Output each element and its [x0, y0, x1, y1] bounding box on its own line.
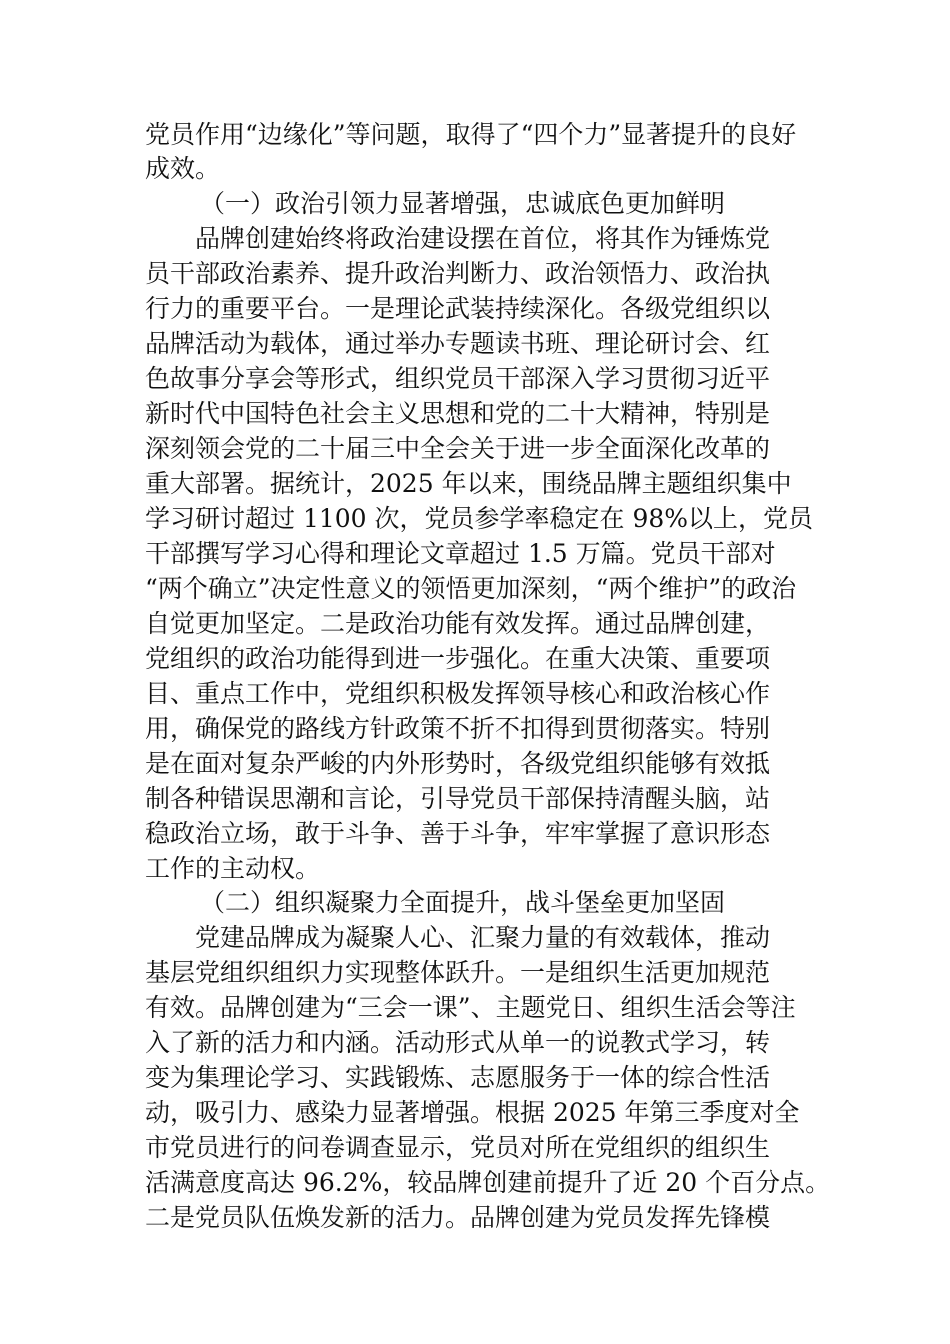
body-text-line: 新时代中国特色社会主义思想和党的二十大精神，特别是: [145, 399, 771, 428]
body-text-line: 员干部政治素养、提升政治判断力、政治领悟力、政治执: [145, 259, 771, 288]
body-text-line: 入了新的活力和内涵。活动形式从单一的说教式学习，转: [145, 1028, 771, 1057]
body-text-line: 干部撰写学习心得和理论文章超过 1.5 万篇。党员干部对: [145, 539, 776, 568]
body-text-line: 行力的重要平台。一是理论武装持续深化。各级党组织以: [145, 294, 771, 323]
body-text-line: 党组织的政治功能得到进一步强化。在重大决策、重要项: [145, 644, 771, 673]
body-text-line: 是在面对复杂严峻的内外形势时，各级党组织能够有效抵: [145, 749, 771, 778]
body-text-line: 二是党员队伍焕发新的活力。品牌创建为党员发挥先锋模: [145, 1203, 771, 1232]
body-text-line: 重大部署。据统计，2025 年以来，围绕品牌主题组织集中: [145, 469, 792, 498]
body-text-line: “两个确立”决定性意义的领悟更加深刻，“两个维护”的政治: [145, 574, 797, 603]
section-heading: （二）组织凝聚力全面提升，战斗堡垒更加坚固: [200, 888, 726, 917]
body-text-line: 学习研讨超过 1100 次，党员参学率稳定在 98%以上，党员: [145, 504, 814, 533]
body-text-line: 基层党组织组织力实现整体跃升。一是组织生活更加规范: [145, 958, 771, 987]
body-text-line: 党员作用“边缘化”等问题，取得了“四个力”显著提升的良好: [145, 120, 797, 149]
body-text-line: 深刻领会党的二十届三中全会关于进一步全面深化改革的: [145, 434, 771, 463]
body-text-line: 工作的主动权。: [145, 854, 321, 883]
body-text-line: 变为集理论学习、实践锻炼、志愿服务于一体的综合性活: [145, 1063, 771, 1092]
body-text-line: 市党员进行的问卷调查显示，党员对所在党组织的组织生: [145, 1133, 771, 1162]
body-text-line: 色故事分享会等形式，组织党员干部深入学习贯彻习近平: [145, 364, 771, 393]
paragraph-first-line: 党建品牌成为凝聚人心、汇聚力量的有效载体，推动: [195, 923, 771, 952]
body-text-line: 动，吸引力、感染力显著增强。根据 2025 年第三季度对全: [145, 1098, 800, 1127]
body-text-line: 用，确保党的路线方针政策不折不扣得到贯彻落实。特别: [145, 714, 771, 743]
body-text-line: 制各种错误思潮和言论，引导党员干部保持清醒头脑，站: [145, 784, 771, 813]
section-heading: （一）政治引领力显著增强，忠诚底色更加鲜明: [200, 189, 726, 218]
body-text-line: 稳政治立场，敢于斗争、善于斗争，牢牢掌握了意识形态: [145, 819, 771, 848]
body-text-line: 自觉更加坚定。二是政治功能有效发挥。通过品牌创建，: [145, 609, 771, 638]
body-text-line: 活满意度高达 96.2%，较品牌创建前提升了近 20 个百分点。: [145, 1168, 831, 1197]
body-text-line: 目、重点工作中，党组织积极发挥领导核心和政治核心作: [145, 679, 771, 708]
body-text-line: 成效。: [145, 154, 221, 183]
paragraph-first-line: 品牌创建始终将政治建设摆在首位，将其作为锤炼党: [195, 224, 771, 253]
body-text-line: 品牌活动为载体，通过举办专题读书班、理论研讨会、红: [145, 329, 771, 358]
body-text-line: 有效。品牌创建为“三会一课”、主题党日、组织生活会等注: [145, 993, 796, 1022]
